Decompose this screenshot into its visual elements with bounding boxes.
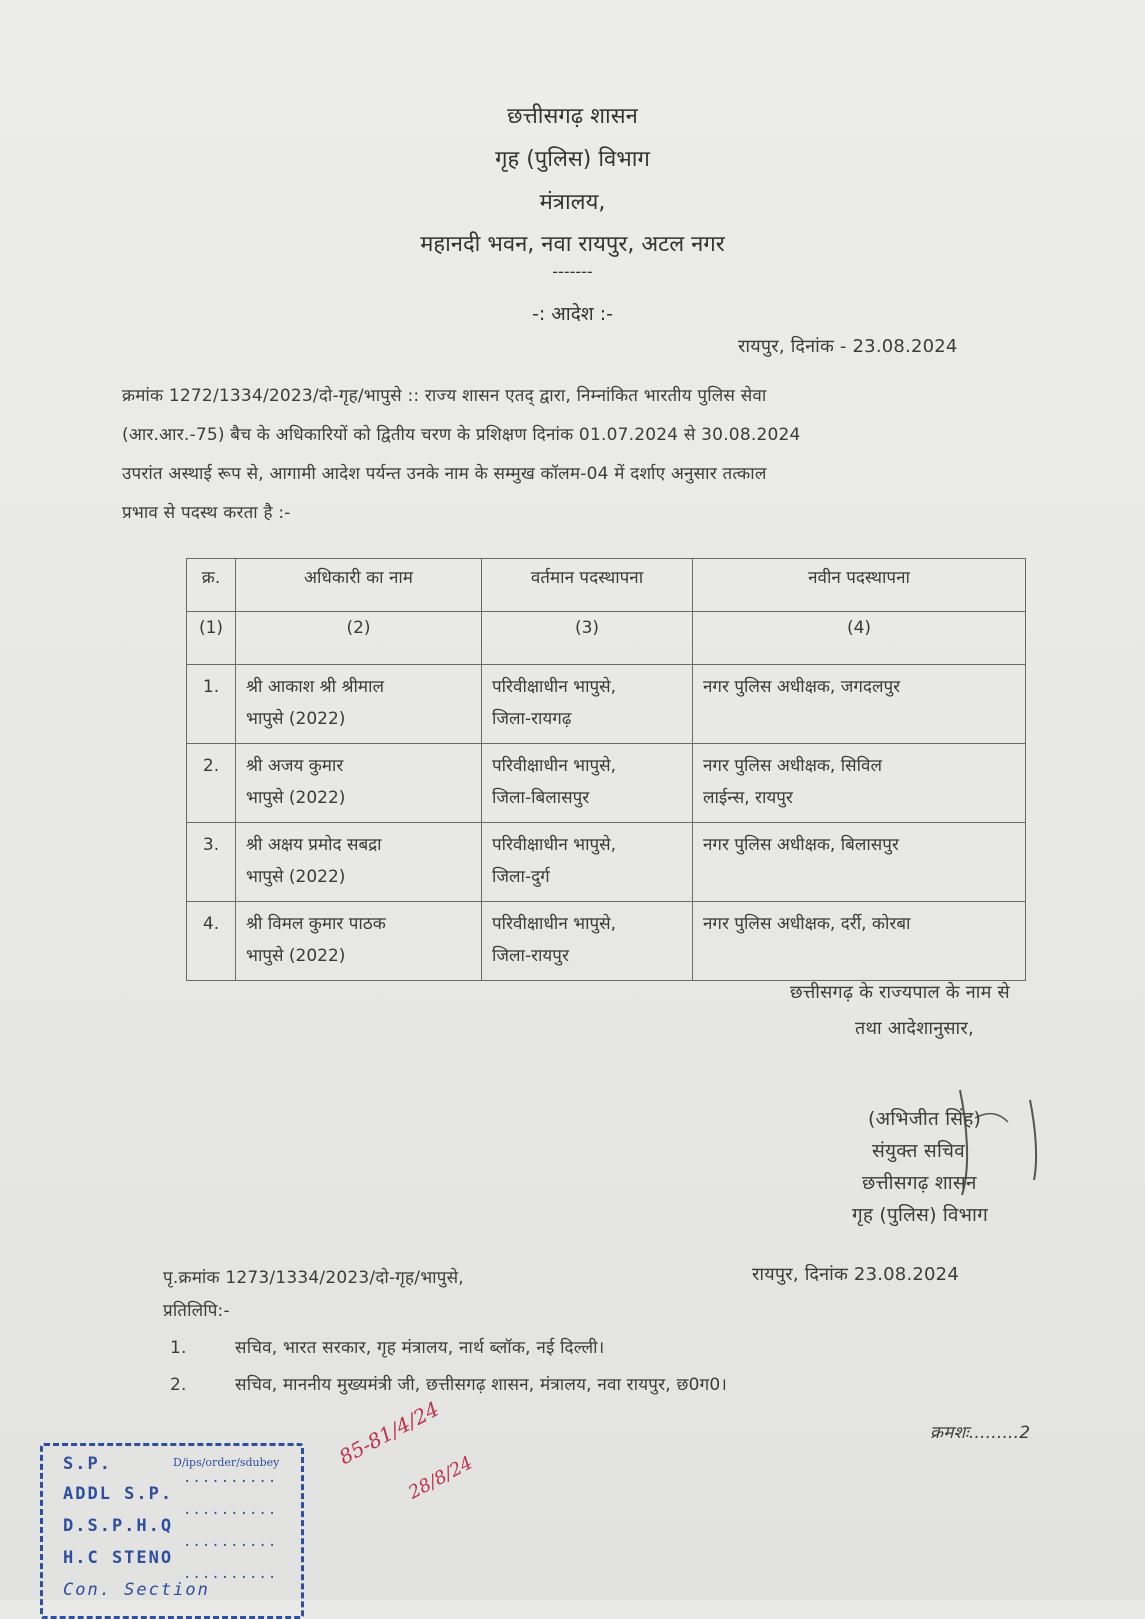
row-officer <box>236 823 482 902</box>
order-title: -: आदेश :- <box>531 303 614 325</box>
header-ministry: मंत्रालय, <box>539 190 606 215</box>
officer-name: श्री विमल कुमार पाठक <box>246 914 386 934</box>
new-posting-line: नगर पुलिस अधीक्षक, जगदलपुर <box>703 677 901 697</box>
header-government: छत्तीसगढ़ शासन <box>507 104 638 129</box>
row-officer <box>236 902 482 981</box>
signoff-authority-line-2: तथा आदेशानुसार, <box>855 1018 974 1039</box>
header-new-posting: नवीन पदस्थापना <box>693 559 1026 612</box>
officer-name: श्री आकाश श्री श्रीमाल <box>246 677 385 697</box>
copy-item-text: सचिव, माननीय मुख्यमंत्री जी, छत्तीसगढ़ शासन, मंत्रालय, नवा रायपुर, छ0ग0। <box>235 1375 728 1395</box>
column-number: (3) <box>482 612 693 665</box>
table-row <box>187 665 1026 744</box>
column-number: (1) <box>187 612 236 665</box>
row-current-posting <box>482 744 693 823</box>
column-number: (4) <box>693 612 1026 665</box>
stamp-line-addl-sp: ADDL S.P. <box>63 1484 174 1504</box>
current-posting-district: जिला-दुर्ग <box>492 867 550 887</box>
current-posting-line: परिवीक्षाधीन भापुसे, <box>492 677 617 697</box>
row-serial: 3. <box>187 823 236 902</box>
posting-table <box>186 558 1026 981</box>
order-paragraph-line-4: प्रभाव से पदस्थ करता है :- <box>122 503 291 523</box>
table-header-row <box>187 559 1026 612</box>
stamp-line-sp: S.P. <box>63 1454 112 1474</box>
signatory-name: (अभिजीत सिंह) <box>868 1108 982 1130</box>
continued-marker: क्रमशः.........2 <box>930 1423 1031 1443</box>
row-current-posting <box>482 902 693 981</box>
copy-reference: पृ.क्रमांक 1273/1334/2023/दो-गृह/भापुसे, <box>163 1268 464 1288</box>
stamp-tag: D/ips/order/sdubey <box>173 1456 280 1469</box>
signatory-department: गृह (पुलिस) विभाग <box>852 1204 988 1226</box>
order-paragraph-line-2: (आर.आर.-75) बैच के अधिकारियों को द्वितीय चरण के प्रशिक्षण दिनांक 01.07.2024 से 30.08.2024 <box>122 425 801 445</box>
stamp-line-dsp: D.S.P.H.Q <box>63 1516 174 1536</box>
table-row <box>187 902 1026 981</box>
header-divider: ------- <box>552 262 593 281</box>
row-new-posting <box>693 665 1026 744</box>
copy-date: रायपुर, दिनांक 23.08.2024 <box>752 1264 959 1285</box>
office-stamp <box>40 1443 304 1619</box>
current-posting-line: परिवीक्षाधीन भापुसे, <box>492 756 617 776</box>
handwritten-note-date: 28/8/24 <box>405 1452 477 1504</box>
officer-service: भापुसे (2022) <box>246 946 346 966</box>
row-new-posting <box>693 744 1026 823</box>
stamp-dotted-line: .......... <box>183 1502 278 1518</box>
signatory-designation: संयुक्त सचिव <box>872 1140 965 1162</box>
header-department: गृह (पुलिस) विभाग <box>495 147 650 172</box>
current-posting-district: जिला-बिलासपुर <box>492 788 590 808</box>
new-posting-line: नगर पुलिस अधीक्षक, दर्री, कोरबा <box>703 914 911 934</box>
officer-service: भापुसे (2022) <box>246 867 346 887</box>
row-serial: 4. <box>187 902 236 981</box>
new-posting-line: नगर पुलिस अधीक्षक, सिविल <box>703 756 883 776</box>
signatory-government: छत्तीसगढ़ शासन <box>862 1172 977 1194</box>
stamp-dotted-line: .......... <box>183 1470 278 1486</box>
column-number-row <box>187 612 1026 665</box>
header-address: महानदी भवन, नवा रायपुर, अटल नगर <box>420 232 725 257</box>
order-place-date: रायपुर, दिनांक - 23.08.2024 <box>738 336 958 357</box>
signoff-authority-line-1: छत्तीसगढ़ के राज्यपाल के नाम से <box>790 982 1010 1003</box>
row-serial: 2. <box>187 744 236 823</box>
current-posting-line: परिवीक्षाधीन भापुसे, <box>492 835 617 855</box>
current-posting-line: परिवीक्षाधीन भापुसे, <box>492 914 617 934</box>
row-officer <box>236 665 482 744</box>
officer-name: श्री अक्षय प्रमोद सबद्रा <box>246 835 382 855</box>
table-row <box>187 744 1026 823</box>
header-officer-name: अधिकारी का नाम <box>236 559 482 612</box>
stamp-dotted-line: .......... <box>183 1534 278 1550</box>
row-new-posting <box>693 902 1026 981</box>
header-current-posting: वर्तमान पदस्थापना <box>482 559 693 612</box>
stamp-line-section: Con. Section <box>63 1580 210 1600</box>
officer-service: भापुसे (2022) <box>246 788 346 808</box>
officer-name: श्री अजय कुमार <box>246 756 344 776</box>
row-new-posting <box>693 823 1026 902</box>
row-current-posting <box>482 665 693 744</box>
order-paragraph-line-3: उपरांत अस्थाई रूप से, आगामी आदेश पर्यन्त उनके नाम के सम्मुख कॉलम-04 में दर्शाए अनुसार तत्काल <box>122 464 767 484</box>
order-paragraph-line-1: क्रमांक 1272/1334/2023/दो-गृह/भापुसे :: राज्य शासन एतद् द्वारा, निम्नांकित भारतीय पुलिस सेवा <box>122 386 767 406</box>
current-posting-district: जिला-रायगढ़ <box>492 709 572 729</box>
header-serial: क्र. <box>187 559 236 612</box>
table-row <box>187 823 1026 902</box>
row-current-posting <box>482 823 693 902</box>
copy-item-number: 1. <box>170 1338 187 1358</box>
handwritten-note-number: 85-81/4/24 <box>335 1396 443 1470</box>
officer-service: भापुसे (2022) <box>246 709 346 729</box>
row-officer <box>236 744 482 823</box>
new-posting-line: नगर पुलिस अधीक्षक, बिलासपुर <box>703 835 899 855</box>
stamp-dotted-line: .......... <box>183 1566 278 1582</box>
column-number: (2) <box>236 612 482 665</box>
current-posting-district: जिला-रायपुर <box>492 946 569 966</box>
new-posting-line-2: लाईन्स, रायपुर <box>703 788 793 808</box>
copy-item-number: 2. <box>170 1375 187 1395</box>
copy-item-text: सचिव, भारत सरकार, गृह मंत्रालय, नार्थ ब्लॉक, नई दिल्ली। <box>235 1338 605 1358</box>
copy-label: प्रतिलिपि:- <box>163 1301 230 1321</box>
row-serial: 1. <box>187 665 236 744</box>
stamp-line-steno: H.C STENO <box>63 1548 174 1568</box>
